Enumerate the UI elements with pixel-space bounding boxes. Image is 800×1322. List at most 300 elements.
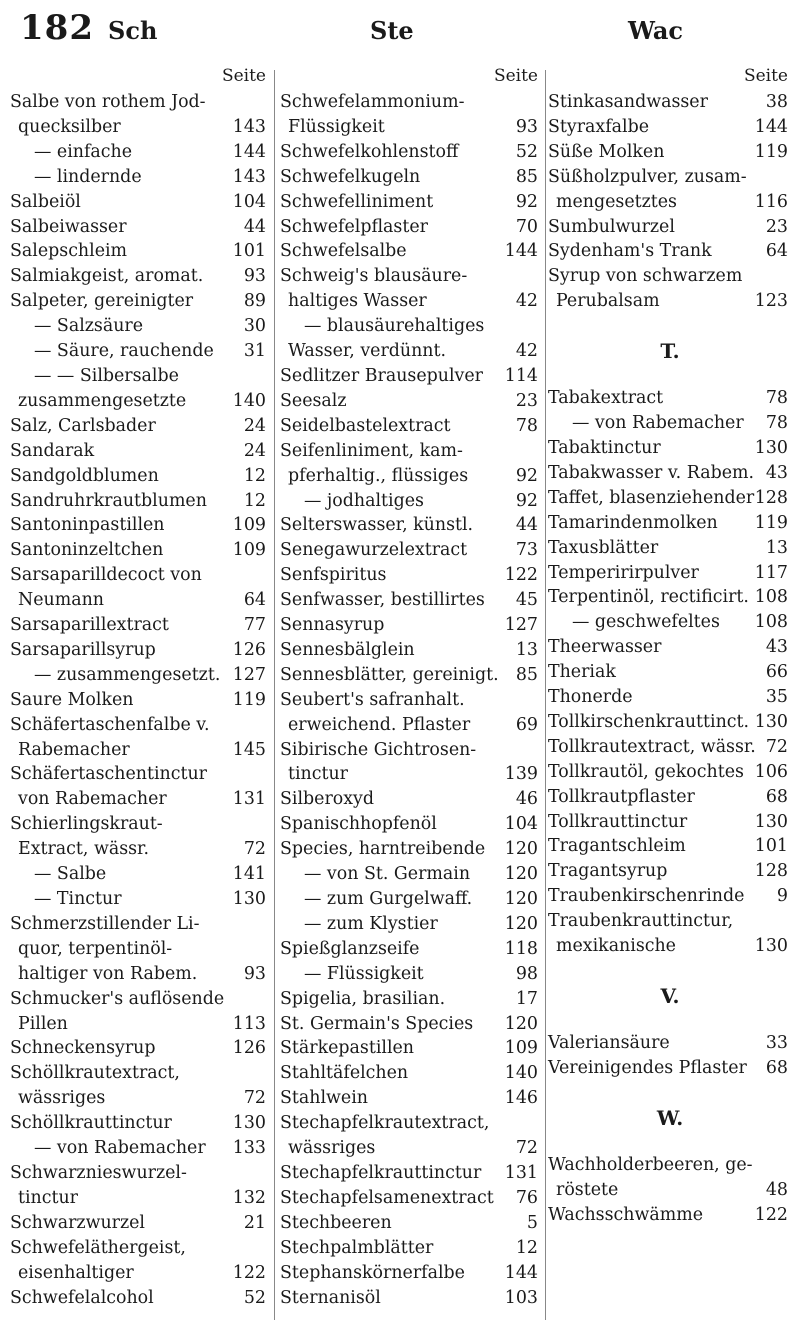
entry-page-number: 21 (243, 1212, 266, 1233)
entry-term: Süßholzpulver, zusam- (548, 166, 747, 187)
index-entry (10, 987, 270, 1012)
entry-page-number: 120 (504, 1013, 538, 1034)
index-entry (280, 1286, 542, 1311)
index-entry (280, 513, 542, 538)
entry-term: Tollkrautextract, wässr. (548, 736, 756, 757)
entry-page-number: 131 (232, 789, 266, 810)
index-entry (548, 660, 792, 685)
entry-term: Silberoxyd (280, 789, 375, 810)
entry-page-number: 48 (765, 1179, 788, 1200)
entry-page-number: 130 (754, 811, 788, 832)
entry-term: Thonerde (548, 687, 633, 708)
index-entry (10, 862, 270, 887)
entry-term: Vereinigendes Pflaster (548, 1057, 747, 1078)
index-entry (10, 115, 270, 140)
index-entry (10, 688, 270, 713)
index-entry (548, 1031, 792, 1056)
entry-term: Spanischhopfenöl (280, 814, 437, 835)
entry-term: Schwarznieswurzel- (10, 1162, 187, 1183)
entry-term: — zum Gurgelwaff. (304, 889, 473, 909)
index-entry (10, 962, 270, 987)
page-header (0, 8, 800, 52)
entry-term: Salz, Carlsbader (10, 415, 156, 436)
index-entry (548, 190, 792, 215)
index-entry (10, 1186, 270, 1211)
entry-page-number: 139 (504, 764, 538, 785)
index-entry (10, 837, 270, 862)
entry-page-number: 43 (765, 462, 788, 483)
entry-term: eisenhaltiger (18, 1262, 134, 1283)
index-entry (548, 386, 792, 411)
entry-term: Tollkrautpflaster (548, 786, 695, 807)
index-entry (280, 339, 542, 364)
entry-page-number: 144 (232, 141, 266, 162)
entry-page-number: 68 (765, 1057, 788, 1078)
index-entry (10, 613, 270, 638)
index-entry (280, 414, 542, 439)
index-entry (280, 1261, 542, 1286)
entry-term: Tollkirschenkrauttinct. (548, 711, 750, 732)
index-entry (10, 812, 270, 837)
entry-page-number: 5 (526, 1212, 538, 1233)
entry-term: Schwefelpflaster (280, 216, 428, 237)
entry-term: von Rabemacher (18, 789, 167, 810)
entry-page-number: 72 (243, 1088, 266, 1109)
entry-term: Schöllkrautextract, (10, 1063, 180, 1084)
index-entry (548, 289, 792, 314)
entry-term: Sandruhrkrautblumen (10, 490, 207, 511)
entry-page-number: 24 (243, 415, 266, 436)
index-entry (548, 1153, 792, 1178)
index-entry (10, 563, 270, 588)
entry-term: Sandgoldblumen (10, 465, 159, 486)
index-entry (10, 787, 270, 812)
entry-term: Sennasyrup (280, 615, 385, 636)
index-entry (280, 887, 542, 912)
index-entry (280, 1036, 542, 1061)
entry-term: Wachsschwämme (548, 1204, 703, 1225)
index-entry (280, 987, 542, 1012)
entry-term: — von Rabemacher (34, 1138, 206, 1159)
index-entry (10, 439, 270, 464)
entry-page-number: 76 (515, 1187, 538, 1208)
entry-page-number: 116 (754, 191, 788, 212)
entry-term: — von St. Germain (304, 864, 471, 885)
entry-page-number: 101 (754, 836, 788, 857)
entry-page-number: 45 (515, 590, 538, 611)
index-entry (280, 239, 542, 264)
entry-page-number: 118 (504, 938, 538, 959)
index-entry (10, 1086, 270, 1111)
index-entry (280, 1136, 542, 1161)
index-entry (10, 314, 270, 339)
entry-term: Schwefelalcohol (10, 1287, 154, 1308)
index-entry (10, 738, 270, 763)
running-head-middle: Ste (370, 16, 414, 45)
entry-term: — Tinctur (34, 889, 122, 909)
entry-page-number: 72 (765, 736, 788, 757)
entry-page-number: 64 (765, 241, 788, 262)
entry-term: Seesalz (280, 390, 347, 411)
entry-term: Tragantschleim (548, 836, 686, 857)
entry-page-number: 130 (754, 936, 788, 957)
entry-term: — blausäurehaltiges (304, 316, 485, 337)
entry-page-number: 64 (243, 590, 266, 611)
index-entry (548, 610, 792, 635)
index-entry (548, 165, 792, 190)
index-entry (280, 613, 542, 638)
entry-page-number: 144 (504, 241, 538, 262)
entry-term: Spigelia, brasilian. (280, 988, 446, 1009)
index-entry (280, 464, 542, 489)
entry-page-number: 132 (232, 1187, 266, 1208)
entry-term: Stephanskörnerfalbe (280, 1262, 465, 1283)
entry-term: Schäfertaschenfalbe v. (10, 714, 210, 735)
index-entry (280, 1236, 542, 1261)
index-entry (10, 239, 270, 264)
column-divider (545, 70, 546, 1320)
index-entry (280, 738, 542, 763)
entry-page-number: 126 (232, 1038, 266, 1059)
entry-page-number: 120 (504, 913, 538, 934)
index-entry (10, 190, 270, 215)
entry-term: — von Rabemacher (572, 413, 744, 434)
entry-page-number: 17 (515, 988, 538, 1009)
entry-page-number: 31 (243, 341, 266, 362)
index-entry (548, 215, 792, 240)
entry-page-number: 127 (232, 664, 266, 685)
entry-page-number: 122 (504, 565, 538, 586)
entry-page-number: 52 (243, 1287, 266, 1308)
section-letter-w: W. (656, 1105, 684, 1130)
index-entry (10, 1161, 270, 1186)
index-entry (280, 90, 542, 115)
entry-term: Stechapfelkrautextract, (280, 1113, 490, 1134)
entry-term: Neumann (18, 590, 104, 611)
index-entry (280, 1012, 542, 1037)
index-entry (280, 364, 542, 389)
index-entry (10, 1211, 270, 1236)
index-entry (10, 1286, 270, 1311)
entry-term: Seifenliniment, kam- (280, 440, 463, 461)
entry-page-number: 73 (515, 540, 538, 561)
entry-page-number: 23 (515, 390, 538, 411)
index-entry (10, 215, 270, 240)
entry-page-number: 143 (232, 116, 266, 137)
index-entry (548, 461, 792, 486)
entry-term: Schwefeläthergeist, (10, 1237, 186, 1258)
index-entry (280, 762, 542, 787)
entry-term: Schöllkrauttinctur (10, 1113, 172, 1134)
entry-page-number: 12 (515, 1237, 538, 1258)
entry-page-number: 38 (765, 92, 788, 112)
index-entry (10, 762, 270, 787)
index-entry (280, 713, 542, 738)
entry-term: — — Silbersalbe (34, 365, 179, 386)
entry-page-number: 13 (765, 537, 788, 558)
entry-page-number: 42 (515, 291, 538, 312)
index-entry (548, 511, 792, 536)
entry-page-number: 127 (504, 615, 538, 636)
index-entry (548, 239, 792, 264)
entry-term: zusammengesetzte (18, 390, 187, 411)
index-entry (280, 115, 542, 140)
entry-page-number: 128 (754, 487, 788, 508)
entry-term: Tragantsyrup (548, 861, 668, 882)
index-entry (280, 688, 542, 713)
index-entry (280, 837, 542, 862)
entry-page-number: 130 (754, 711, 788, 732)
entry-term: pferhaltig., flüssiges (288, 465, 469, 486)
entry-page-number: 13 (515, 639, 538, 660)
entry-term: Schmucker's auflösende (10, 988, 225, 1009)
entry-term: Seubert's safranhalt. (280, 689, 465, 710)
index-entry (280, 1086, 542, 1111)
entry-page-number: 9 (776, 886, 788, 907)
index-entry (548, 1203, 792, 1228)
entry-term: Pillen (18, 1013, 68, 1034)
entry-page-number: 92 (515, 490, 538, 511)
index-entry (10, 1036, 270, 1061)
entry-term: — einfache (34, 141, 133, 162)
index-entry (10, 887, 270, 912)
index-entry (280, 588, 542, 613)
entry-page-number: 85 (515, 664, 538, 685)
entry-term: — lindernde (34, 166, 142, 187)
entry-term: — jodhaltiges (304, 490, 424, 511)
index-entry (548, 115, 792, 140)
entry-page-number: 12 (243, 465, 266, 486)
index-entry (10, 464, 270, 489)
entry-term: Schneckensyrup (10, 1038, 156, 1059)
entry-term: Rabemacher (18, 739, 130, 760)
entry-term: Salbe von rothem Jod- (10, 92, 206, 112)
entry-term: — geschwefeltes (572, 612, 720, 633)
entry-term: Schäfertaschentinctur (10, 764, 207, 785)
index-entry (548, 834, 792, 859)
index-entry (280, 165, 542, 190)
entry-term: Schweig's blausäure- (280, 266, 468, 287)
entry-term: haltiger von Rabem. (18, 963, 198, 984)
index-entry (548, 934, 792, 959)
entry-page-number: 108 (754, 612, 788, 633)
entry-page-number: 133 (232, 1138, 266, 1159)
entry-term: Salmiakgeist, aromat. (10, 266, 204, 287)
index-entry (10, 663, 270, 688)
index-entry (10, 489, 270, 514)
entry-term: St. Germain's Species (280, 1013, 474, 1034)
index-entry (280, 787, 542, 812)
entry-page-number: 35 (765, 687, 788, 708)
index-entry (10, 1111, 270, 1136)
index-entry (10, 264, 270, 289)
entry-page-number: 101 (232, 241, 266, 262)
entry-term: wässriges (18, 1088, 106, 1109)
entry-term: Schwefelkohlenstoff (280, 141, 459, 162)
entry-term: Stechpalmblätter (280, 1237, 434, 1258)
seite-label: Seite (743, 66, 788, 86)
entry-term: Valeriansäure (548, 1033, 670, 1053)
index-entry (548, 735, 792, 760)
entry-page-number: 128 (754, 861, 788, 882)
entry-term: — Salbe (34, 864, 107, 885)
entry-term: Tamarindenmolken (548, 512, 718, 533)
index-entry (280, 190, 542, 215)
entry-page-number: 117 (754, 562, 788, 583)
entry-page-number: 109 (232, 515, 266, 536)
entry-term: Extract, wässr. (18, 839, 149, 860)
index-entry (548, 909, 792, 934)
entry-page-number: 92 (515, 465, 538, 486)
entry-term: Spießglanzseife (280, 938, 420, 959)
entry-page-number: 92 (515, 191, 538, 212)
index-entry (10, 588, 270, 613)
entry-term: Schmerzstillender Li- (10, 913, 200, 934)
entry-page-number: 144 (504, 1262, 538, 1283)
entry-term: Salbeiöl (10, 191, 81, 212)
entry-page-number: 72 (243, 839, 266, 860)
entry-term: Stechapfelsamenextract (280, 1187, 494, 1208)
index-entry (10, 1012, 270, 1037)
entry-page-number: 93 (243, 266, 266, 287)
entry-page-number: 24 (243, 440, 266, 461)
entry-page-number: 78 (765, 413, 788, 434)
index-column-2 (280, 62, 542, 1310)
entry-term: Sydenham's Trank (548, 241, 712, 262)
index-entry (10, 165, 270, 190)
entry-term: Stahlwein (280, 1088, 368, 1109)
entry-term: Tabaktinctur (548, 437, 661, 458)
entry-term: Santoninzeltchen (10, 540, 164, 561)
entry-term: Tollkrauttinctur (548, 811, 688, 832)
entry-page-number: 44 (243, 216, 266, 237)
entry-term: Salpeter, gereinigter (10, 291, 194, 312)
entry-term: Sarsaparilldecoct von (10, 565, 202, 586)
entry-term: Stinkasandwasser (548, 92, 708, 112)
entry-term: Terpentinöl, rectificirt. (548, 587, 749, 608)
entry-term: Stahltäfelchen (280, 1063, 409, 1084)
index-entry (10, 638, 270, 663)
entry-page-number: 12 (243, 490, 266, 511)
entry-term: — Flüssigkeit (304, 963, 424, 984)
entry-page-number: 114 (504, 365, 538, 386)
entry-term: Tabakwasser v. Rabem. (548, 462, 755, 483)
entry-page-number: 140 (232, 390, 266, 411)
index-column-1 (10, 62, 270, 1310)
entry-term: tinctur (288, 764, 348, 785)
index-entry (548, 1056, 792, 1081)
entry-page-number: 140 (504, 1063, 538, 1084)
entry-page-number: 103 (504, 1287, 538, 1308)
entry-page-number: 72 (515, 1138, 538, 1159)
entry-page-number: 69 (515, 714, 538, 735)
entry-term: Senegawurzelextract (280, 540, 468, 561)
index-entry (280, 1186, 542, 1211)
index-entry (10, 90, 270, 115)
index-entry (10, 1136, 270, 1161)
entry-term: Traubenkrauttinctur, (548, 911, 734, 932)
index-entry (280, 962, 542, 987)
index-entry (10, 1061, 270, 1086)
entry-term: — Säure, rauchende (34, 341, 214, 362)
entry-page-number: 52 (515, 141, 538, 162)
entry-page-number: 93 (243, 963, 266, 984)
entry-page-number: 109 (232, 540, 266, 561)
entry-page-number: 131 (504, 1162, 538, 1183)
entry-page-number: 122 (754, 1204, 788, 1225)
index-entry (10, 1236, 270, 1261)
entry-term: quecksilber (18, 116, 121, 137)
running-head-first: Sch (108, 16, 158, 45)
index-entry (548, 685, 792, 710)
entry-page-number: 144 (754, 116, 788, 137)
entry-term: röstete (556, 1179, 619, 1200)
index-entry (548, 486, 792, 511)
index-entry (280, 862, 542, 887)
entry-page-number: 104 (504, 814, 538, 835)
entry-page-number: 119 (232, 689, 266, 710)
index-entry (280, 264, 542, 289)
index-entry (548, 785, 792, 810)
entry-term: Sennesblätter, gereinigt. (280, 664, 499, 685)
entry-page-number: 123 (754, 291, 788, 312)
index-entry (280, 638, 542, 663)
entry-page-number: 143 (232, 166, 266, 187)
entry-term: Saure Molken (10, 689, 134, 710)
index-entry (548, 411, 792, 436)
index-entry (280, 538, 542, 563)
entry-page-number: 23 (765, 216, 788, 237)
entry-term: — Salzsäure (34, 316, 144, 337)
index-entry (548, 536, 792, 561)
entry-term: Taffet, blasenziehender (548, 487, 755, 508)
index-entry (10, 513, 270, 538)
entry-term: Theriak (548, 662, 616, 683)
entry-term: Wachholderbeeren, ge- (548, 1154, 753, 1175)
entry-term: erweichend. Pflaster (288, 714, 471, 735)
entry-page-number: 93 (515, 116, 538, 137)
section-letter-t: T. (660, 339, 680, 364)
entry-term: Schierlingskraut- (10, 814, 163, 835)
index-column-3 (548, 62, 792, 1228)
index-entry (548, 140, 792, 165)
entry-term: Sedlitzer Brausepulver (280, 365, 483, 386)
entry-page-number: 145 (232, 739, 266, 760)
index-entry (548, 859, 792, 884)
entry-term: Taxusblätter (548, 537, 659, 558)
index-entry (280, 663, 542, 688)
entry-page-number: 126 (232, 639, 266, 660)
entry-page-number: 120 (504, 839, 538, 860)
entry-term: — zusammengesetzt. (34, 664, 221, 685)
column-divider (274, 70, 275, 1320)
entry-page-number: 70 (515, 216, 538, 237)
entry-term: Sibirische Gichtrosen- (280, 739, 477, 760)
entry-page-number: 43 (765, 637, 788, 658)
entry-term: Syrup von schwarzem (548, 266, 743, 287)
entry-term: Flüssigkeit (288, 116, 385, 137)
index-entry (280, 563, 542, 588)
entry-term: haltiges Wasser (288, 291, 427, 312)
index-entry (548, 760, 792, 785)
index-entry (548, 810, 792, 835)
entry-term: Wasser, verdünnt. (288, 341, 447, 362)
entry-term: Stärkepastillen (280, 1038, 415, 1059)
entry-term: Theerwasser (548, 637, 662, 658)
index-entry (280, 937, 542, 962)
entry-page-number: 77 (243, 615, 266, 636)
entry-page-number: 119 (754, 512, 788, 533)
